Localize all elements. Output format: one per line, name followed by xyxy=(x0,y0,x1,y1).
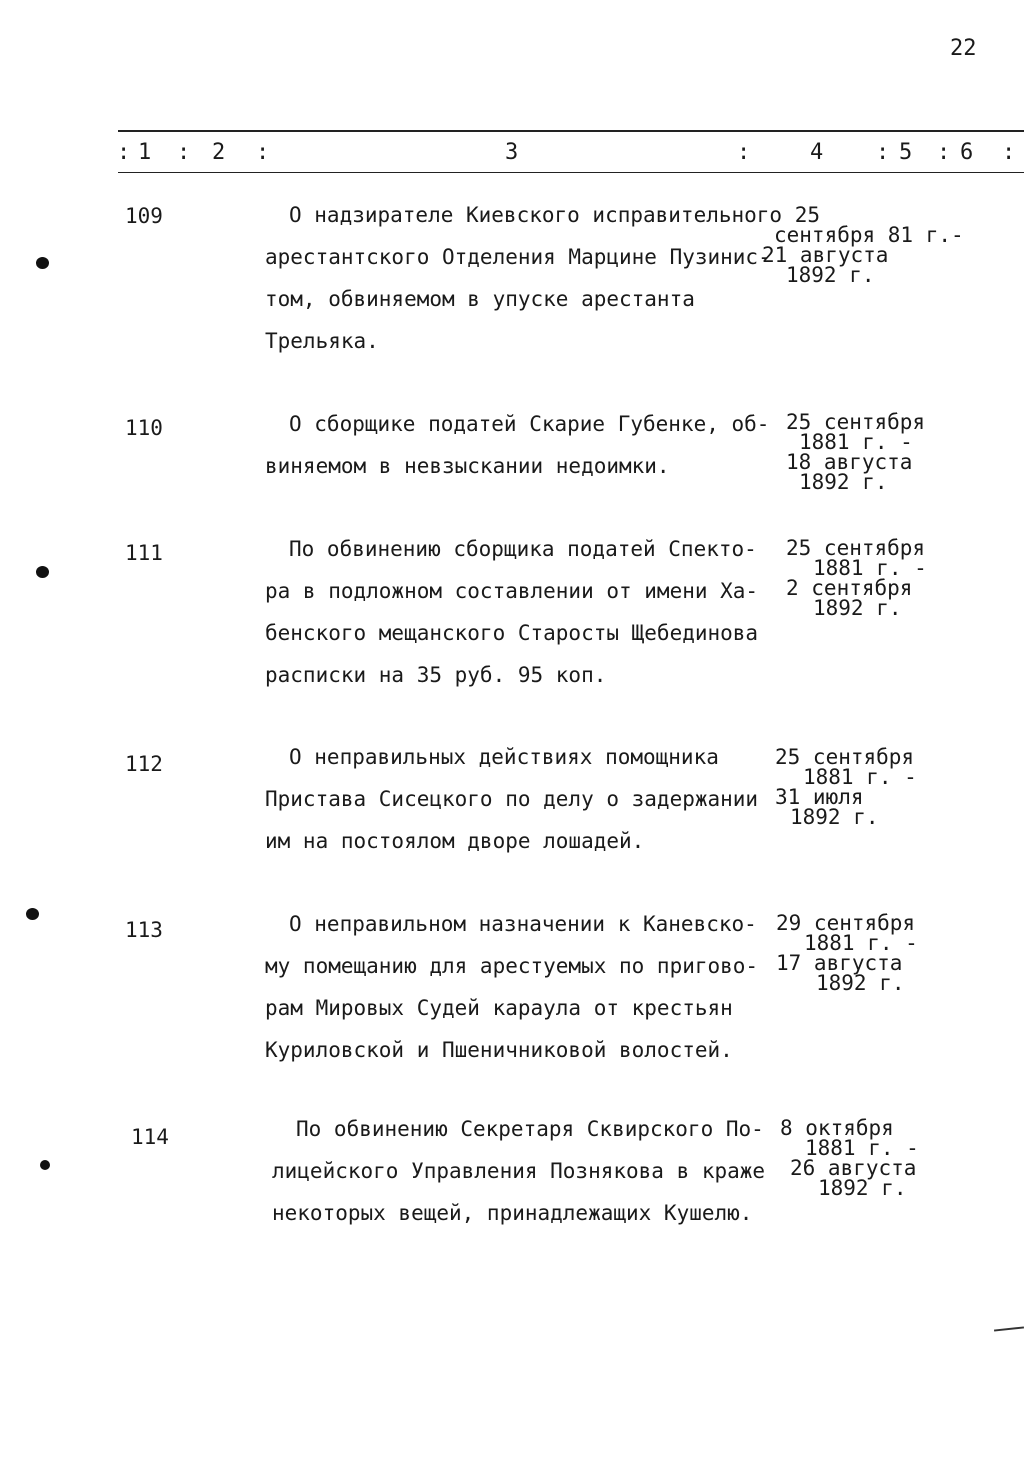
description-line: О надзирателе Киевского исправительного 25 xyxy=(289,203,821,227)
date-line: 1881 г. - xyxy=(799,430,913,454)
date-line: 25 сентября xyxy=(786,410,926,434)
description-line: Трельяка. xyxy=(265,329,379,353)
entry-description xyxy=(265,194,821,362)
column-separator: : xyxy=(117,140,131,165)
header-rule-top xyxy=(118,130,1024,132)
date-line: 29 сентября xyxy=(776,911,916,935)
date-line: 1892 г. xyxy=(786,263,875,287)
date-line: 1881 г. - xyxy=(805,1136,919,1160)
date-line: 1881 г. - xyxy=(813,556,927,580)
description-line: рам Мировых Судей караула от крестьян xyxy=(265,996,733,1020)
column-header-1: 1 xyxy=(138,140,152,165)
description-line: О сборщике податей Скарие Губенке, об- xyxy=(289,412,770,436)
entry-dates xyxy=(762,223,964,287)
date-line: 2 сентября xyxy=(786,576,913,600)
column-separator: : xyxy=(876,140,890,165)
column-separator: : xyxy=(1002,140,1016,165)
pen-stroke xyxy=(994,1326,1024,1331)
entry-description xyxy=(272,1108,792,1234)
entry-description xyxy=(265,403,785,487)
column-header-3: 3 xyxy=(505,140,519,165)
description-line: О неправильных действиях помощника xyxy=(289,745,719,769)
date-line: 1892 г. xyxy=(790,805,879,829)
punch-hole xyxy=(36,566,49,578)
description-line: По обвинению Секретаря Сквирского По- xyxy=(296,1117,764,1141)
entry-description xyxy=(265,903,785,1071)
entry-dates xyxy=(775,747,917,827)
header-rule-bottom xyxy=(118,172,1024,173)
description-line: О неправильном назначении к Каневско- xyxy=(289,912,757,936)
date-line: 1881 г. - xyxy=(803,765,917,789)
date-line: 1892 г. xyxy=(813,596,902,620)
entry-dates xyxy=(786,412,925,492)
entry-number: 112 xyxy=(125,752,163,776)
description-line: По обвинению сборщика податей Спекто- xyxy=(289,537,757,561)
page-number: 22 xyxy=(950,36,977,61)
description-line: ра в подложном составлении от имени Ха- xyxy=(265,579,759,603)
column-separator: : xyxy=(177,140,191,165)
description-line: расписки на 35 руб. 95 коп. xyxy=(265,663,607,687)
date-line: 21 августа xyxy=(762,243,889,267)
punch-hole xyxy=(36,257,49,269)
punch-hole xyxy=(40,1160,50,1170)
description-line: некоторых вещей, принадлежащих Кушелю. xyxy=(272,1201,753,1225)
column-header-6: 6 xyxy=(960,140,974,165)
description-line: бенского мещанского Старосты Щебединова xyxy=(265,621,759,645)
description-line: том, обвиняемом в упуске арестанта xyxy=(265,287,695,311)
date-line: 1892 г. xyxy=(799,470,888,494)
entry-dates xyxy=(780,1118,919,1198)
entry-number: 111 xyxy=(125,541,163,565)
column-header-4: 4 xyxy=(810,140,824,165)
date-line: 18 августа xyxy=(786,450,913,474)
column-separator: : xyxy=(737,140,751,165)
entry-description xyxy=(265,736,785,862)
description-line: виняемом в невзыскании недоимки. xyxy=(265,454,670,478)
column-separator: : xyxy=(256,140,270,165)
entry-number: 110 xyxy=(125,416,163,440)
entry-dates xyxy=(786,538,927,618)
description-line: арестантского Отделения Марцине Пузинис- xyxy=(265,245,771,269)
description-line: им на постоялом дворе лошадей. xyxy=(265,829,645,853)
date-line: 17 августа xyxy=(776,951,903,975)
entry-number: 109 xyxy=(125,204,163,228)
description-line: Куриловской и Пшеничниковой волостей. xyxy=(265,1038,733,1062)
date-line: 1892 г. xyxy=(818,1176,907,1200)
date-line: 25 сентября xyxy=(786,536,926,560)
entry-number: 113 xyxy=(125,918,163,942)
description-line: му помещанию для арестуемых по пригово- xyxy=(265,954,759,978)
column-header-5: 5 xyxy=(899,140,913,165)
date-line: 31 июля xyxy=(775,785,864,809)
date-line: 1881 г. - xyxy=(804,931,918,955)
column-separator: : xyxy=(937,140,951,165)
description-line: лицейского Управления Познякова в краже xyxy=(272,1159,766,1183)
entry-description xyxy=(265,528,785,696)
date-line: 8 октября xyxy=(780,1116,894,1140)
column-header-2: 2 xyxy=(212,140,226,165)
date-line: 1892 г. xyxy=(816,971,905,995)
entry-dates xyxy=(776,913,918,993)
date-line: 25 сентября xyxy=(775,745,915,769)
entry-number: 114 xyxy=(131,1125,169,1149)
date-line: сентября 81 г.- xyxy=(774,223,964,247)
description-line: Пристава Сисецкого по делу о задержании xyxy=(265,787,759,811)
punch-hole xyxy=(26,908,39,920)
date-line: 26 августа xyxy=(790,1156,917,1180)
